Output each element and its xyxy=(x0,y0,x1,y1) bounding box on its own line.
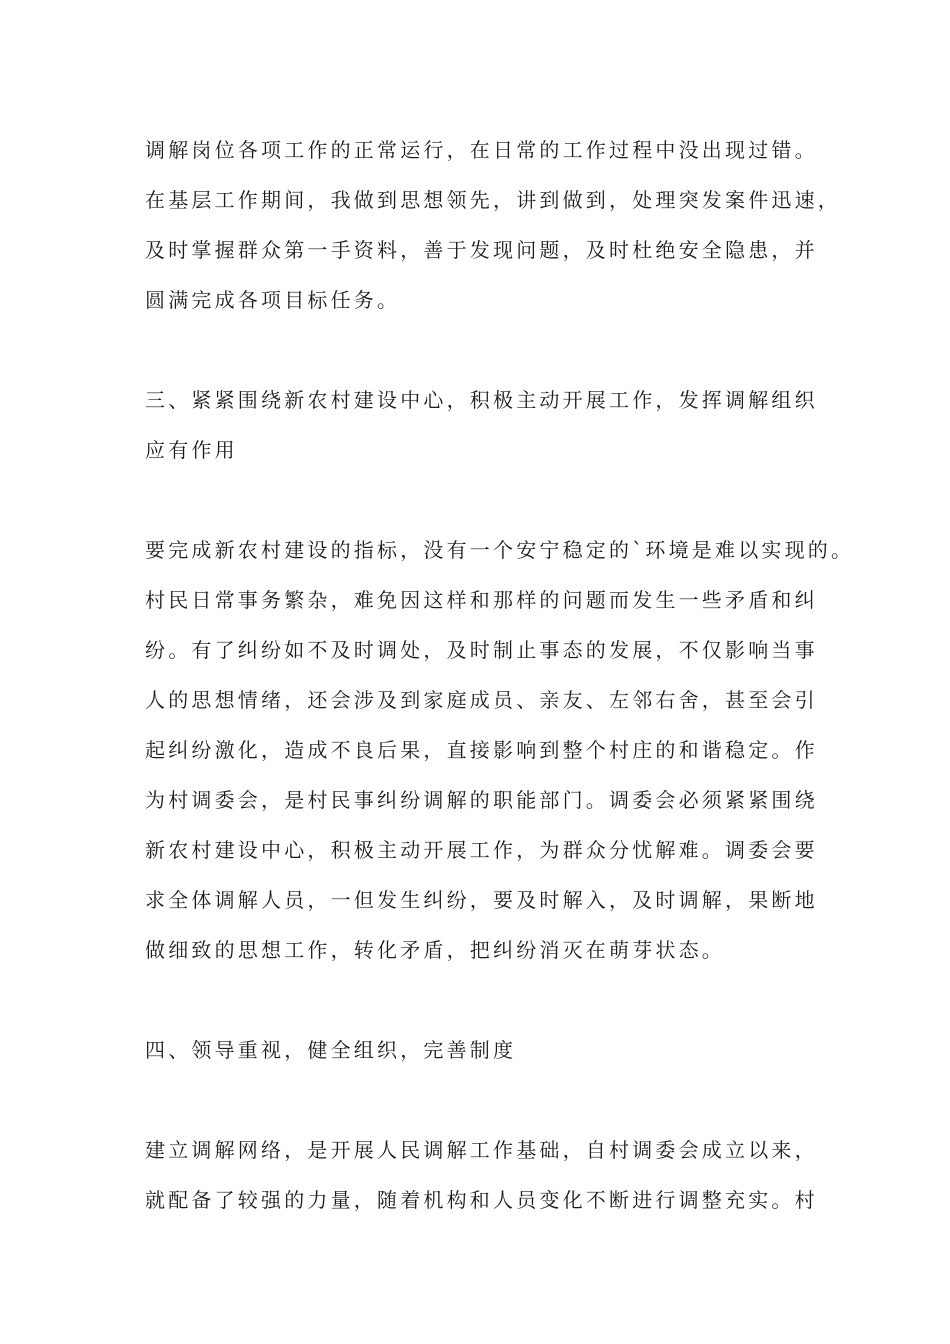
section-heading-3-line-1: 三、紧紧围绕新农村建设中心，积极主动开展工作，发挥调解组织 xyxy=(145,388,818,412)
paragraph-2-line-1: 要完成新农村建设的指标，没有一个安宁稳定的`环境是难以实现的。 xyxy=(145,538,855,562)
paragraph-2-line-9: 做细致的思想工作，转化矛盾，把纠纷消灭在萌芽状态。 xyxy=(145,938,725,962)
paragraph-2-line-3: 纷。有了纠纷如不及时调处，及时制止事态的发展，不仅影响当事 xyxy=(145,638,818,662)
paragraph-2-line-8: 求全体调解人员，一但发生纠纷，要及时解入，及时调解，果断地 xyxy=(145,888,818,912)
paragraph-3-line-1: 建立调解网络，是开展人民调解工作基础，自村调委会成立以来， xyxy=(145,1138,818,1162)
section-heading-4-line-1: 四、领导重视，健全组织，完善制度 xyxy=(145,1038,517,1062)
paragraph-2-line-2: 村民日常事务繁杂，难免因这样和那样的问题而发生一些矛盾和纠 xyxy=(145,588,818,612)
paragraph-1-line-2: 在基层工作期间，我做到思想领先，讲到做到，处理突发案件迅速， xyxy=(145,188,841,212)
paragraph-2-line-5: 起纠纷激化，造成不良后果，直接影响到整个村庄的和谐稳定。作 xyxy=(145,738,818,762)
section-heading-3-line-2: 应有作用 xyxy=(145,438,238,462)
paragraph-2-line-4: 人的思想情绪，还会涉及到家庭成员、亲友、左邻右舍，甚至会引 xyxy=(145,688,818,712)
paragraph-3-line-2: 就配备了较强的力量，随着机构和人员变化不断进行调整充实。村 xyxy=(145,1188,818,1212)
paragraph-2-line-6: 为村调委会，是村民事纠纷调解的职能部门。调委会必须紧紧围绕 xyxy=(145,788,818,812)
paragraph-1-line-1: 调解岗位各项工作的正常运行，在日常的工作过程中没出现过错。 xyxy=(145,138,818,162)
paragraph-2-line-7: 新农村建设中心，积极主动开展工作，为群众分忧解难。调委会要 xyxy=(145,838,818,862)
paragraph-1-line-3: 及时掌握群众第一手资料，善于发现问题，及时杜绝安全隐患，并 xyxy=(145,238,818,262)
paragraph-1-line-4: 圆满完成各项目标任务。 xyxy=(145,288,401,312)
